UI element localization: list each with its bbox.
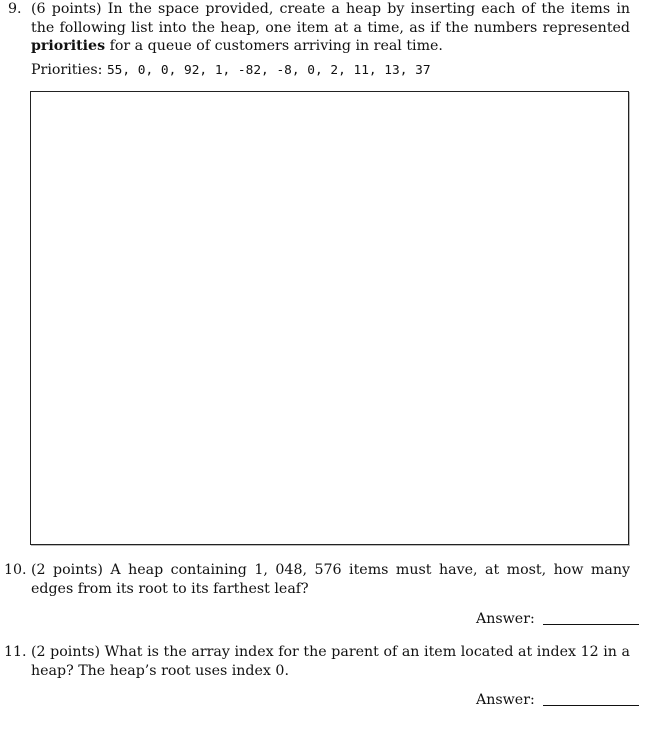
question-number: 10.: [4, 562, 27, 578]
priorities-label: Priorities:: [31, 62, 103, 78]
priorities-list: 55, 0, 0, 92, 1, -82, -8, 0, 2, 11, 13, 37: [106, 63, 431, 78]
answer-line[interactable]: [543, 705, 639, 706]
question-text-b: for a queue of customers arriving in real time.: [105, 38, 443, 54]
answer-label: Answer:: [476, 611, 535, 627]
heap-answer-box[interactable]: [30, 91, 629, 545]
answer-label: Answer:: [476, 692, 535, 708]
question-number: 11.: [4, 644, 27, 660]
question-text: [31, 0, 630, 56]
priorities-line: [31, 61, 630, 81]
question-text-a: (6 points) In the space provided, create a heap by inserting each of the items in the following list into the heap, one item at a time, as if the numbers represented: [31, 1, 630, 36]
question-text: (2 points) A heap containing 1, 048, 576 items must have, at most, how many edges from its root to its farthest leaf?: [31, 562, 630, 597]
answer-line[interactable]: [543, 624, 639, 625]
question-number: 9.: [8, 1, 22, 17]
answer-field[interactable]: [476, 692, 639, 708]
priorities-emphasis: priorities: [31, 38, 106, 54]
answer-field[interactable]: [476, 611, 639, 627]
question-text: (2 points) What is the array index for the parent of an item located at index 12 in a heap? The heap’s root uses index 0.: [31, 644, 630, 679]
